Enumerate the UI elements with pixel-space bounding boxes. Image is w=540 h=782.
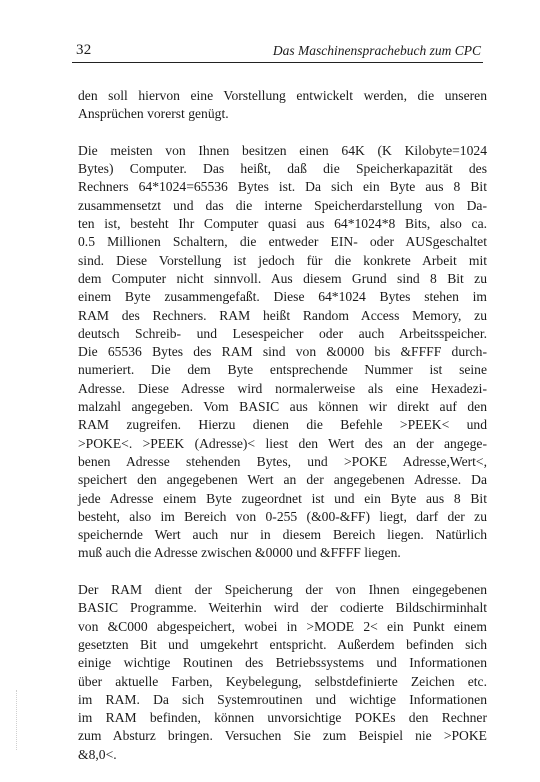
text-line: zusammensetzt und das die interne Speicherdarstellung von Da-: [78, 197, 487, 213]
text-line: gesetzten Bit und umgekehrt entspricht. Außerdem befinden sich: [78, 636, 487, 652]
text-line: Ansprüchen vorerst genügt.: [78, 106, 229, 122]
text-line: dem Computer nicht sinnvoll. Aus diesem Grund sind 8 Bit zu: [78, 270, 487, 286]
page-header: [72, 40, 483, 63]
paragraph: [78, 142, 487, 563]
text-line: einige wichtige Routinen des Betriebssystems und Informationen: [78, 655, 487, 671]
text-line: BASIC Programme. Weiterhin wird der codierte Bildschirminhalt: [78, 600, 487, 616]
text-line: numeriert. Die dem Byte entsprechende Nummer ist seine: [78, 362, 487, 378]
text-line: Die 65536 Bytes des RAM sind von &0000 bis &FFFF durch-: [78, 344, 487, 360]
text-line: 0.5 Millionen Schaltern, die entweder EIN- oder AUSgeschaltet: [78, 234, 487, 250]
text-line: sind. Diese Vorstellung ist jedoch für die konkrete Arbeit mit: [78, 252, 487, 268]
paragraph: [78, 87, 487, 124]
text-line: RAM des Rechners. RAM heißt Random Access Memory, zu: [78, 307, 487, 323]
text-line: im RAM. Da sich Systemroutinen und wichtige Informationen: [78, 691, 487, 707]
text-line: Rechners 64*1024=65536 Bytes ist. Da sich ein Byte aus 8 Bit: [78, 179, 487, 195]
text-line: über aktuelle Farben, Keybelegung, selbstdefinierte Zeichen etc.: [78, 673, 487, 689]
running-title: Das Maschinensprachebuch zum CPC: [272, 43, 481, 58]
text-line: RAM zugreifen. Hierzu dienen die Befehle >PEEK< und: [78, 417, 487, 433]
text-line: Bytes) Computer. Das heißt, daß die Speicherkapazität des: [78, 161, 487, 177]
text-line: ten ist, besteht Ihr Computer quasi aus 64*1024*8 Bits, also ca.: [78, 216, 487, 232]
text-line: Der RAM dient der Speicherung der von Ihnen eingegebenen: [78, 582, 487, 598]
text-line: speichert den angegebenen Wert an der angegebenen Adresse. Da: [78, 472, 487, 488]
text-line: besteht, also im Bereich von 0-255 (&00-&FF) liegt, darf der zu: [78, 508, 487, 524]
text-line: >POKE<. >PEEK (Adresse)< liest den Wert des an der angege-: [78, 435, 487, 451]
text-line: deutsch Schreib- und Lesespeicher oder auch Arbeitsspeicher.: [78, 325, 487, 341]
text-line: zum Absturz bringen. Versuchen Sie zum Beispiel nie >POKE: [78, 728, 487, 744]
text-line: einem Byte zusammengefaßt. Diese 64*1024 Bytes stehen im: [78, 289, 487, 305]
text-line: von &C000 abgespeichert, wobei in >MODE 2< ein Punkt einem: [78, 618, 487, 634]
scan-edge-marks: [16, 690, 19, 750]
text-line: muß auch die Adresse zwischen &0000 und &FFFF liegen.: [78, 545, 401, 561]
text-line: den soll hiervon eine Vorstellung entwickelt werden, die unseren: [78, 88, 487, 103]
body-text: [78, 87, 487, 782]
text-line: speichernde Wert auch nur in diesem Bereich liegen. Natürlich: [78, 527, 487, 543]
text-line: jede Adresse einem Byte zugeordnet ist und ein Byte aus 8 Bit: [78, 490, 487, 506]
page-number: 32: [76, 42, 92, 58]
text-line: &8,0<.: [78, 746, 117, 762]
text-line: Adresse. Diese Adresse wird normalerweise als eine Hexadezi-: [78, 380, 487, 396]
text-line: Die meisten von Ihnen besitzen einen 64K (K Kilobyte=1024: [78, 142, 487, 158]
paragraph: [78, 581, 487, 764]
text-line: malzahl angegeben. Vom BASIC aus können wir direkt auf den: [78, 399, 487, 415]
text-line: im RAM befinden, können unvorsichtige POKEs den Rechner: [78, 710, 487, 726]
text-line: benen Adresse stehenden Bytes, und >POKE Adresse,Wert<,: [78, 453, 487, 469]
